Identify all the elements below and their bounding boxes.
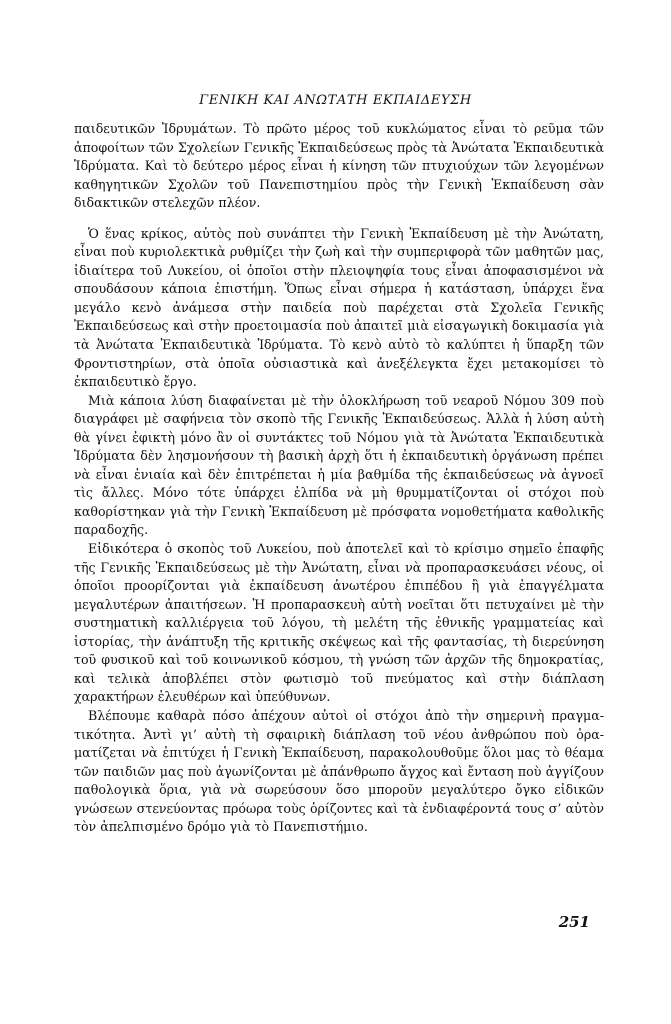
paragraph: Μιὰ κάποια λύση διαφαίνεται μὲ τὴν ὁλοκλήρωση τοῦ νεαροῦ Νόμου 309 ποὺ διαγράφει μὲ σαφήνεια τὸν σκοπὸ τῆς Γενικῆς Ἐκπαιδεύσεως. Ἀλλὰ ἡ λύση αὐτὴ θὰ γίνει ἐφικτὴ μόνο ἂν οἱ συντάκτες τοῦ Νόμου γιὰ τὰ Ἀνώτατα Ἐκπαιδευτικὰ Ἱδρύματα δὲν λησμονήσουν τὴ βασικὴ ἀρχὴ ὅτι ἡ ἐκπαιδευτικὴ ὀργάνωση πρέπει νὰ εἶναι ἑνιαία καὶ δὲν ἐπιτρέπεται ἡ μία βαθμίδα τῆς ἐκπαιδεύσεως νὰ ἀγνοεῖ τὶς ἄλλες. Μόνο τότε ὑπάρχει ἐλπίδα νὰ μὴ θρυμματίζονται οἱ στόχοι ποὺ καθορίστηκαν γιὰ τὴν Γενικὴ Ἐκπαίδευση μὲ πρόσφατα νομοθετήματα καθολικῆς παραδοχῆς. [74, 392, 604, 538]
paragraph-continuation: παιδευτικῶν Ἱδρυμάτων. Τὸ πρῶτο μέρος τοῦ κυκλώματος εἶναι τὸ ρεῦμα τῶν ἀποφοίτων τῶν Σχολείων Γενικῆς Ἐκπαιδεύσεως πρὸς τὰ Ἀνώτατα Ἐκπαιδευτικὰ Ἱδρύματα. Καὶ τὸ δεύτερο μέρος εἶναι ἡ κίνηση τῶν πτυχιούχων τῶν λεγομένων καθηγητικῶν Σχολῶν τοῦ Πανεπιστημίου πρὸς τὴν Γενικὴ Ἐκπαίδευση σὰν διδακτικῶν στελεχῶν πλέον. [74, 121, 604, 211]
body-text [74, 120, 604, 837]
page-number: 251 [558, 913, 590, 931]
paragraph: Εἰδικότερα ὁ σκοπὸς τοῦ Λυκείου, ποὺ ἀποτελεῖ καὶ τὸ κρίσιμο σημεῖο ἐπαφῆς τῆς Γενικῆς Ἐκπαιδεύσεως μὲ τὴν Ἀνώτατη, εἶναι νὰ προπαρασκευάσει νέους, οἱ ὁποῖοι προορίζονται γιὰ ἐκπαίδευση ἀνωτέρου ἐπιπέδου ἢ γιὰ ἐπαγγέλματα μεγαλυτέρων ἀπαιτήσεων. Ἡ προπαρασκευὴ αὐτὴ νοεῖται ὅτι πετυχαίνει μὲ τὴν συστηματικὴ καλλιέργεια τοῦ λόγου, τὴ μελέτη τῆς ἐθνικῆς γραμματείας καὶ ἱστορίας, τὴν ἀνάπτυξη τῆς κριτικῆς σκέψεως καὶ τῆς φαντασίας, τὴ διερεύνηση τοῦ φυσικοῦ καὶ τοῦ κοινωνικοῦ κόσμου, τὴ γνώση τῶν ἀρχῶν τῆς δημοκρατίας, καὶ τελικὰ ἀποβλέπει στὸν φωτισμὸ τοῦ πνεύματος καὶ στὴν διάπλαση χαρακτήρων ἐλευθέρων καὶ ὑπεύθυνων. [74, 541, 604, 705]
running-header: ΓΕΝΙΚΗ ΚΑΙ ΑΝΩΤΑΤΗ ΕΚΠΑΙΔΕΥΣΗ [199, 93, 472, 108]
paragraph: Ὁ ἕνας κρίκος, αὐτὸς ποὺ συνάπτει τὴν Γενικὴ Ἐκπαίδευση μὲ τὴν Ἀνώτατη, εἶναι ποὺ κυριολεκτικὰ ρυθμίζει τὴν ζωὴ καὶ τὴν συμπεριφορὰ τῶν μαθητῶν μας, ἰδιαίτερα τοῦ Λυκείου, οἱ ὁποῖοι στὴν πλειοψηφία τους εἶναι ἀποφασισμένοι νὰ σπουδάσουν κάποια ἐπιστήμη. Ὅπως εἶναι σήμερα ἡ κατάσταση, ὑπάρχει ἕνα μεγάλο κενὸ ἀνάμεσα στὴν παιδεία ποὺ παρέχεται στὰ Σχολεῖα Γενικῆς Ἐκπαιδεύσεως καὶ στὴν προετοιμασία ποὺ ἀπαιτεῖ μιὰ εἰσαγωγικὴ δοκιμασία γιὰ τὰ Ἀνώτατα Ἐκπαιδευτικὰ Ἱδρύματα. Τὸ κενὸ αὐτὸ τὸ καλύπτει ἡ ὕπαρξη τῶν Φροντιστηρίων, στὰ ὁποῖα οὐσιαστικὰ καὶ ἀνεξέλεγκτα ἔχει μετακομίσει τὸ ἐκπαιδευτικὸ ἔργο. [74, 225, 604, 390]
paragraph: Βλέπουμε καθαρὰ πόσο ἀπέχουν αὐτοὶ οἱ στόχοι ἀπὸ τὴν σημερινὴ πραγματικότητα. Ἀντὶ γι’ αὐτὴ τὴ σφαιρικὴ διάπλαση τοῦ νέου ἀνθρώπου ποὺ ὁραματίζεται νὰ ἐπιτύχει ἡ Γενικὴ Ἐκπαίδευση, παρακολουθοῦμε ὅλοι μας τὸ θέαμα τῶν παιδιῶν μας ποὺ ἀγωνίζονται μὲ ἀπάνθρωπο ἄγχος καὶ ἔνταση ποὺ ἀγγίζουν παθολογικὰ ὅρια, γιὰ νὰ σωρεύσουν ὅσο μποροῦν μεγαλύτερο ὄγκο εἰδικῶν γνώσεων στενεύοντας πρόωρα τοὺς ὁρίζοντες καὶ τὰ ἐνδιαφέροντά τους σ’ αὐτὸν τὸν ἀπελπισμένο δρόμο γιὰ τὸ Πανεπιστήμιο. [74, 707, 604, 835]
